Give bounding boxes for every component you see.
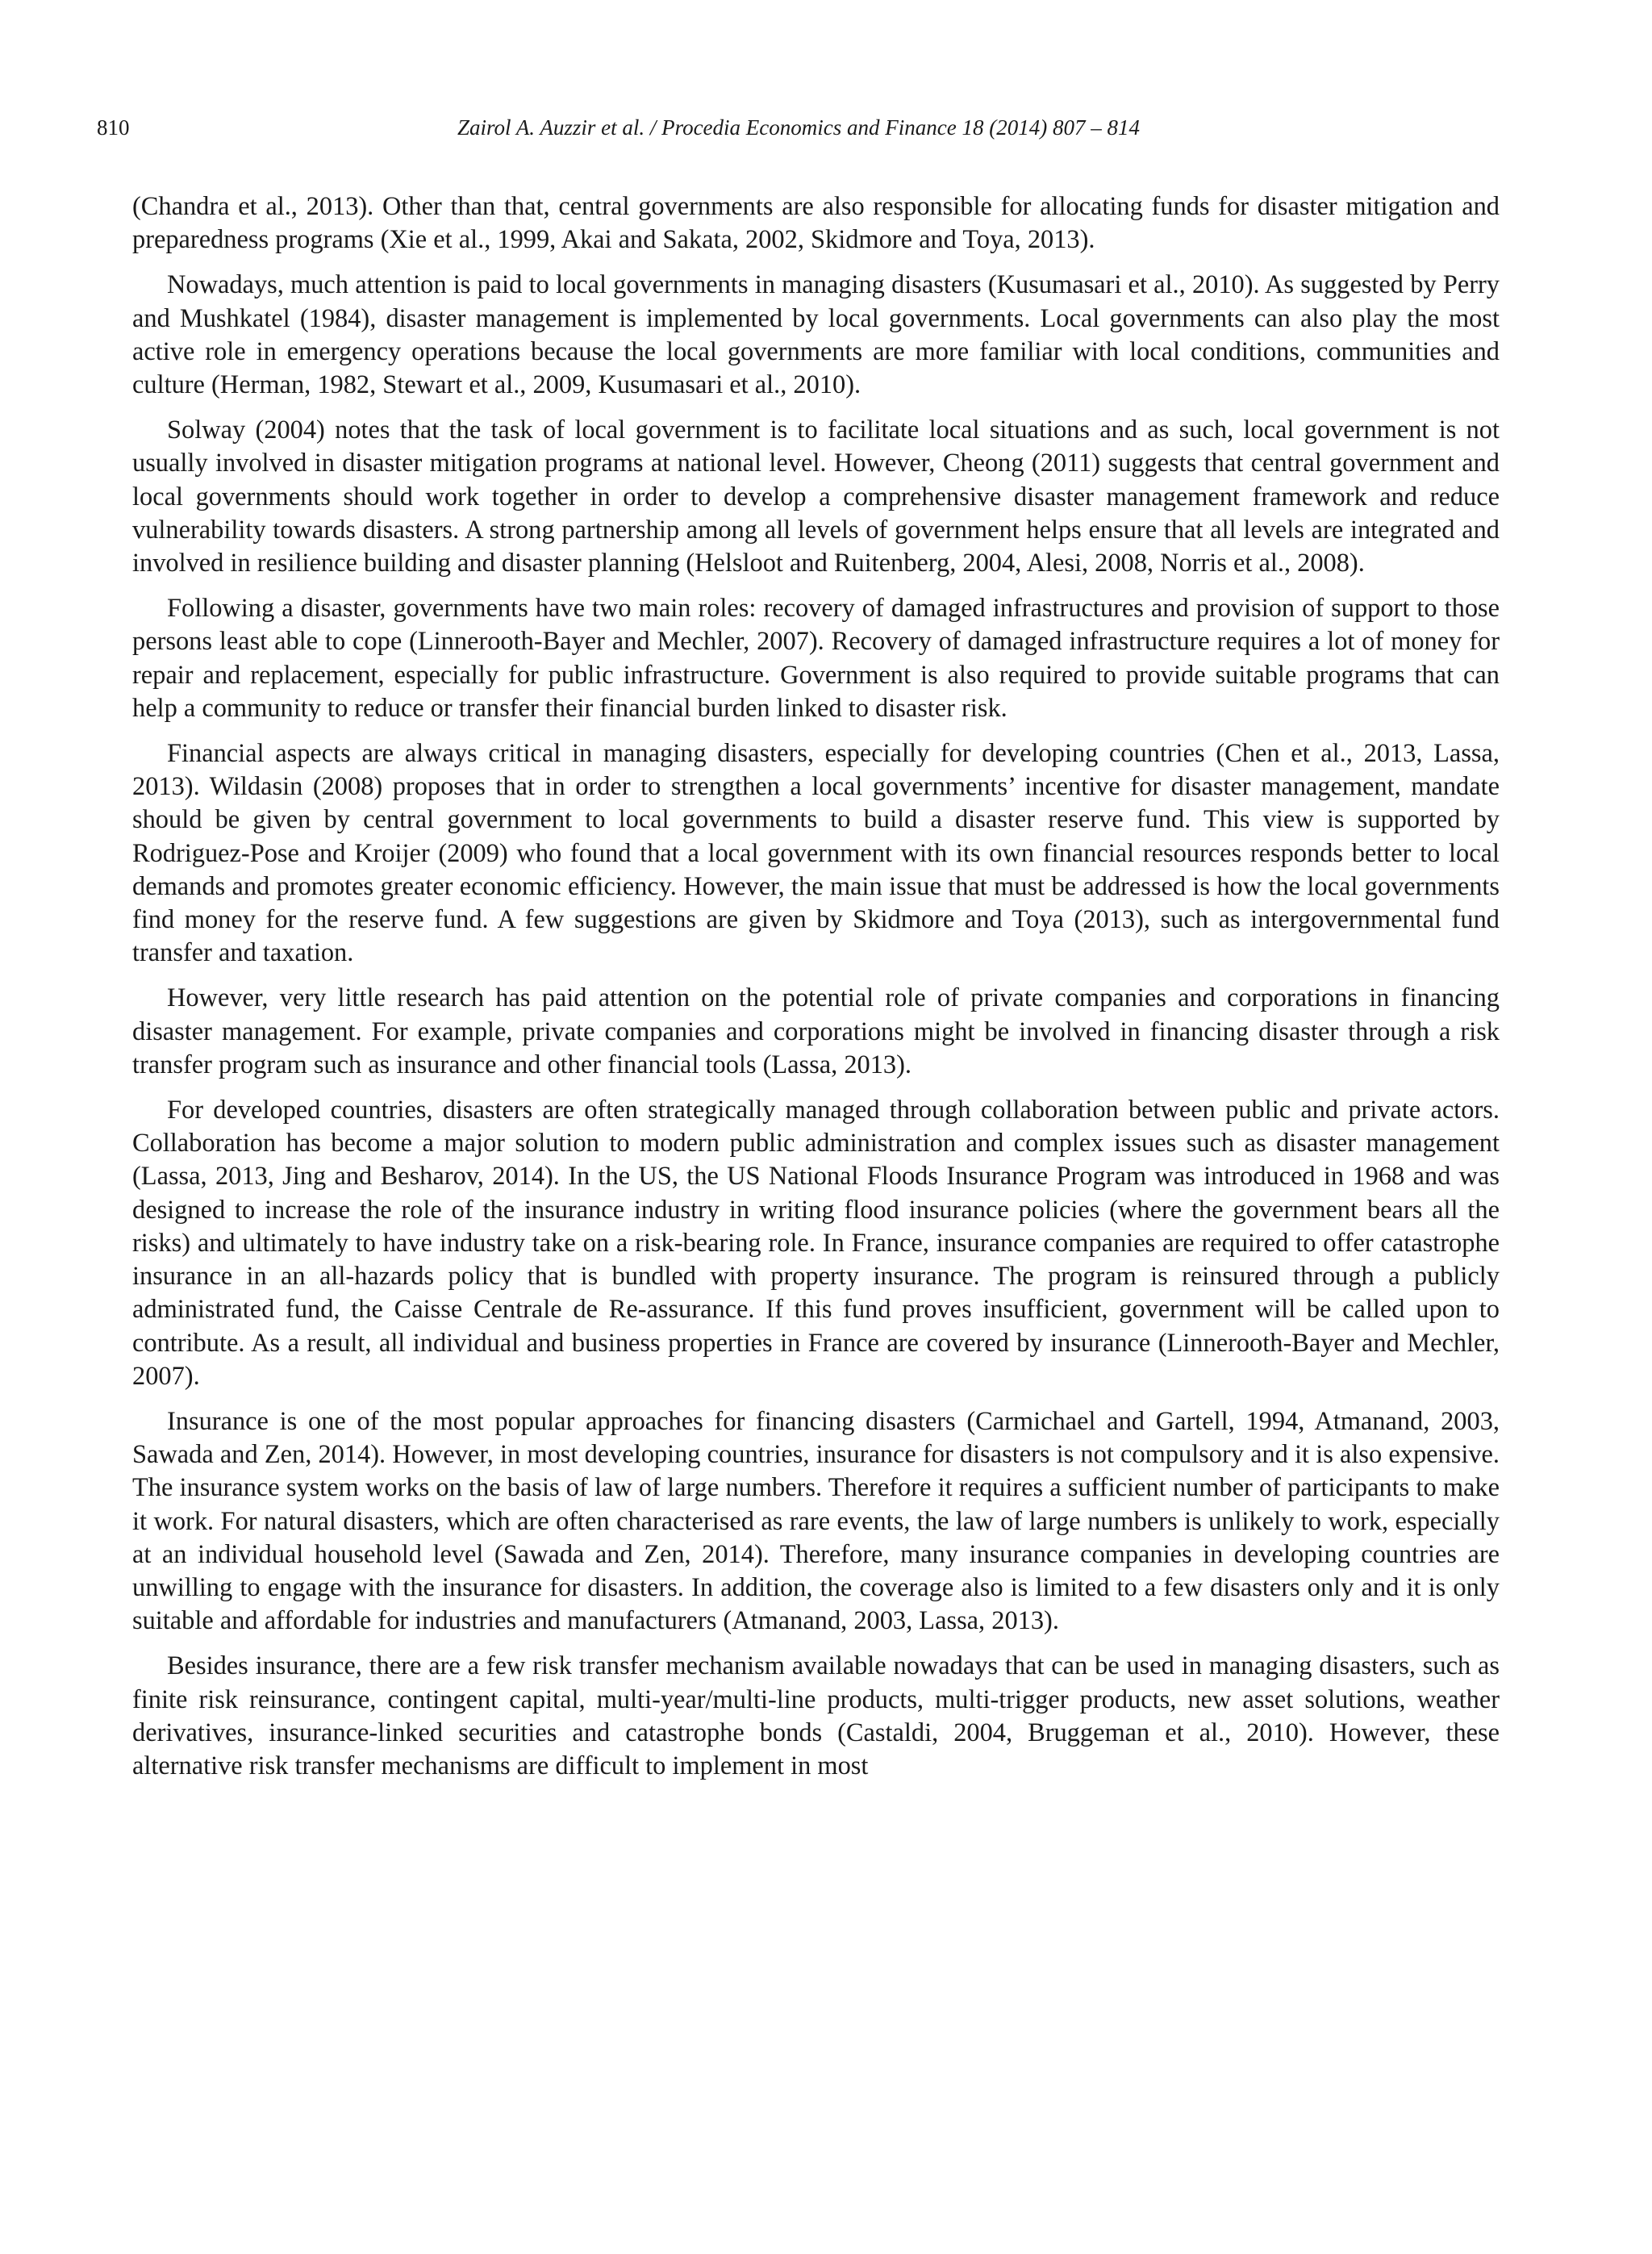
paragraph-9: Besides insurance, there are a few risk transfer mechanism available nowadays that can be used in managing disasters, such as finite risk reinsurance, contingent capital, multi-year/multi-line products, multi-trigger products, new asset solutions, weather derivatives, insurance-linked securities and catastrophe bonds (Castaldi, 2004, Bruggeman et al., 2010). However, these alternative risk transfer mechanisms are difficult to implement in most (132, 1651, 1500, 1780)
paragraph-7: For developed countries, disasters are often strategically managed through collaboration between public and private actors. Collaboration has become a major solution to modern public administration and complex issues such as disaster management (Lassa, 2013, Jing and Besharov, 2014). In the US, the US National Floods Insurance Program was introduced in 1968 and was designed to increase the role of the insurance industry in writing flood insurance policies (where the government bears all the risks) and ultimately to have industry take on a risk-bearing role. In France, insurance companies are required to offer catastrophe insurance in an all-hazards policy that is bundled with property insurance. The program is reinsured through a publicly administrated fund, the Caisse Centrale de Re-assurance. If this fund proves insufficient, government will be called upon to contribute. As a result, all individual and business properties in France are covered by insurance (Linnerooth-Bayer and Mechler, 2007). (132, 1096, 1500, 1391)
paragraph-2: Nowadays, much attention is paid to local governments in managing disasters (Kusumasari et al., 2010). As suggested by Perry and Mushkatel (1984), disaster management is implemented by local governments. Local governments can also play the most active role in emergency operations because the local governments are more familiar with local conditions, communities and culture (Herman, 1982, Stewart et al., 2009, Kusumasari et al., 2010). (132, 270, 1500, 400)
paragraph-4: Following a disaster, governments have two main roles: recovery of damaged infrastructures and provision of support to those persons least able to cope (Linnerooth-Bayer and Mechler, 2007). Recovery of damaged infrastructure requires a lot of money for repair and replacement, especially for public infrastructure. Government is also required to provide suitable programs that can help a community to reduce or transfer their financial burden linked to disaster risk. (132, 594, 1500, 723)
journal-citation: Zairol A. Auzzir et al. / Procedia Economics and Finance 18 (2014) 807 – 814 (457, 115, 1140, 140)
body-text (132, 190, 1500, 1795)
paragraph-3: Solway (2004) notes that the task of local government is to facilitate local situations and as such, local government is not usually involved in disaster mitigation programs at national level. However, Cheong (2011) suggests that central government and local governments should work together in order to develop a comprehensive disaster management framework and reduce vulnerability towards disasters. A strong partnership among all levels of government helps ensure that all levels are integrated and involved in resilience building and disaster planning (Helsloot and Ruitenberg, 2004, Alesi, 2008, Norris et al., 2008). (132, 415, 1500, 578)
paragraph-6: However, very little research has paid attention on the potential role of private companies and corporations in financing disaster management. For example, private companies and corporations might be involved in financing disaster through a risk transfer program such as insurance and other financial tools (Lassa, 2013). (132, 983, 1500, 1079)
paragraph-5: Financial aspects are always critical in managing disasters, especially for developing countries (Chen et al., 2013, Lassa, 2013). Wildasin (2008) proposes that in order to strengthen a local governments’ incentive for disaster management, mandate should be given by central government to local governments to build a disaster reserve fund. This view is supported by Rodriguez-Pose and Kroijer (2009) who found that a local government with its own financial resources responds better to local demands and promotes greater economic efficiency. However, the main issue that must be addressed is how the local governments find money for the reserve fund. A few suggestions are given by Skidmore and Toya (2013), such as intergovernmental fund transfer and taxation. (132, 739, 1500, 968)
page-number: 810 (97, 115, 130, 140)
paragraph-1: (Chandra et al., 2013). Other than that, central governments are also responsible for allocating funds for disaster mitigation and preparedness programs (Xie et al., 1999, Akai and Sakata, 2002, Skidmore and Toya, 2013). (132, 192, 1500, 255)
running-header (97, 111, 1500, 144)
paragraph-8: Insurance is one of the most popular approaches for financing disasters (Carmichael and Gartell, 1994, Atmanand, 2003, Sawada and Zen, 2014). However, in most developing countries, insurance for disasters is not compulsory and it is also expensive. The insurance system works on the basis of law of large numbers. Therefore it requires a sufficient number of participants to make it work. For natural disasters, which are often characterised as rare events, the law of large numbers is unlikely to work, especially at an individual household level (Sawada and Zen, 2014). Therefore, many insurance companies in developing countries are unwilling to engage with the insurance for disasters. In addition, the coverage also is limited to a few disasters only and it is only suitable and affordable for industries and manufacturers (Atmanand, 2003, Lassa, 2013). (132, 1406, 1500, 1636)
